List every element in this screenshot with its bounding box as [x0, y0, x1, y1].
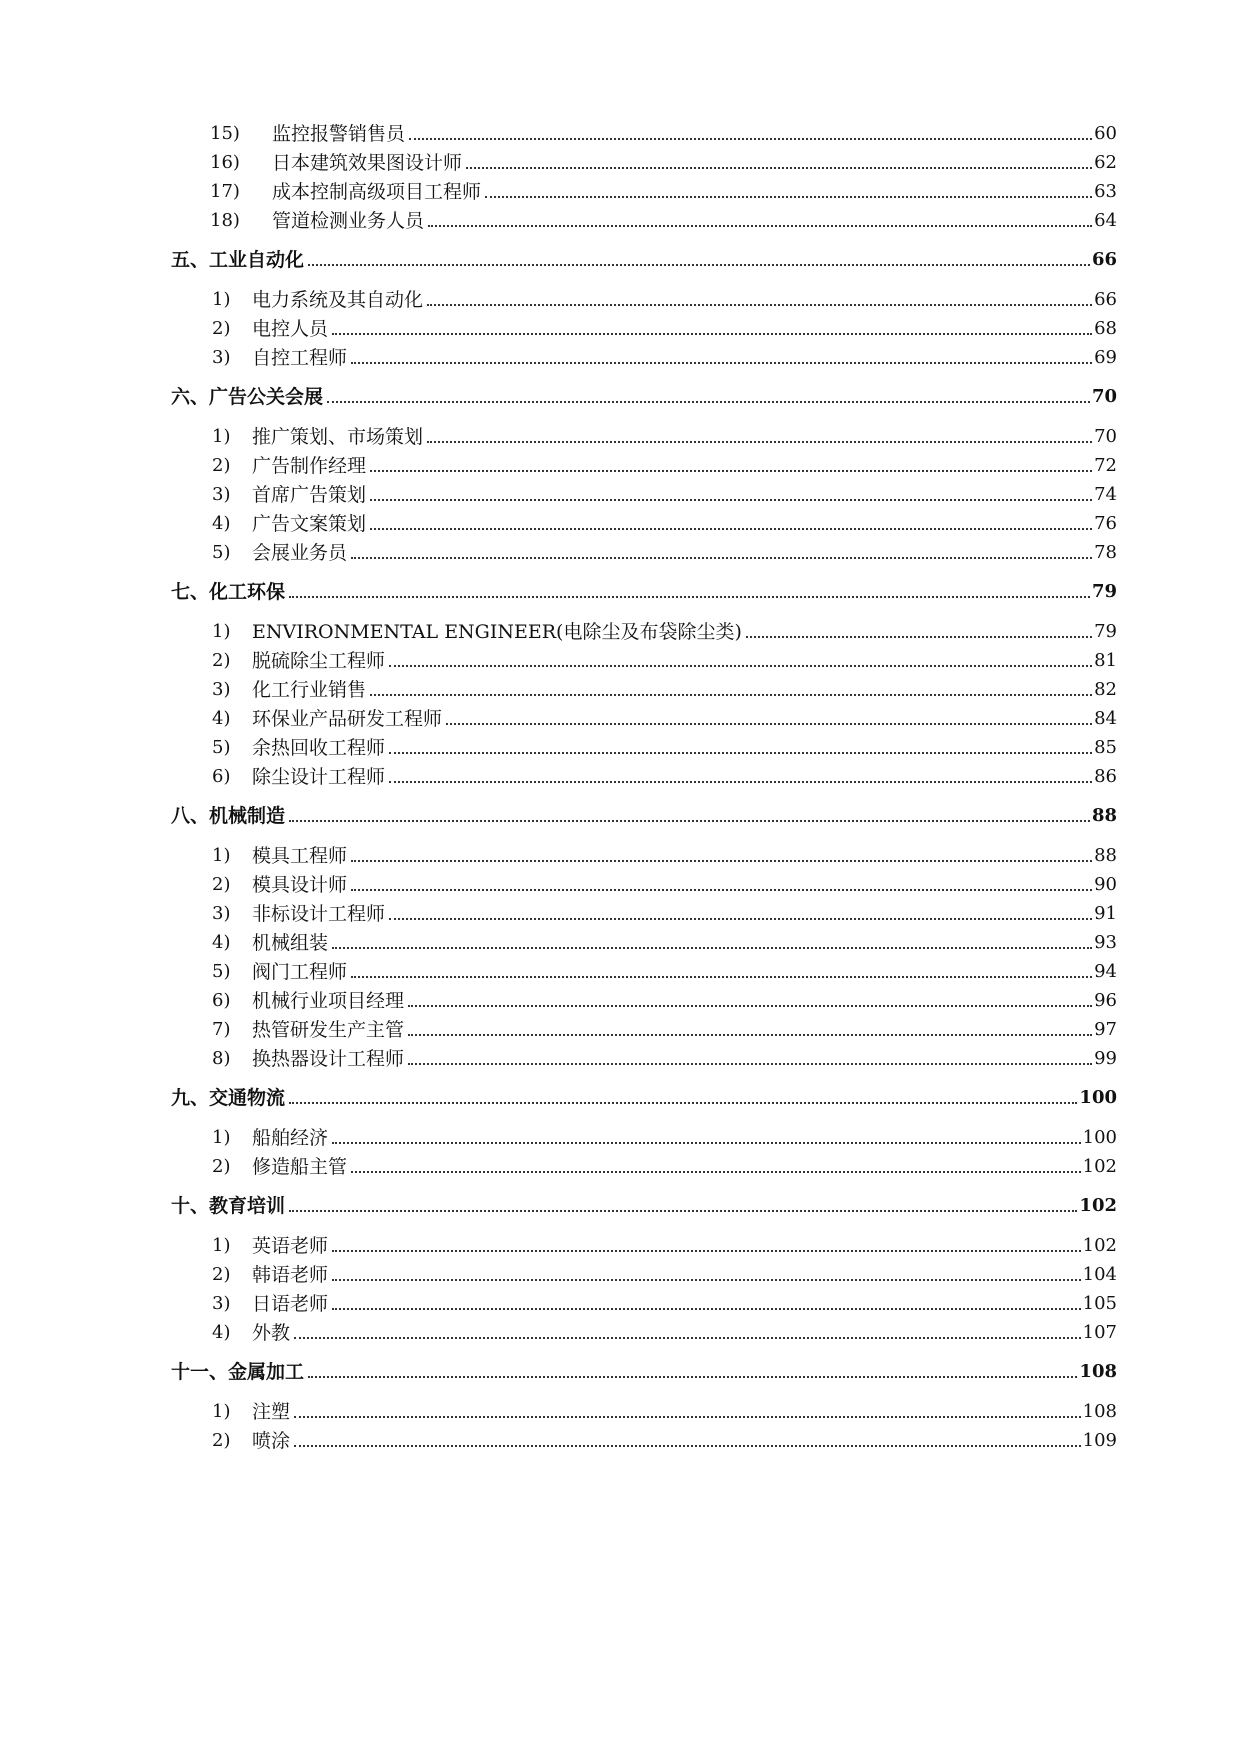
dot-leader	[294, 1445, 1081, 1447]
toc-item-number: 2)	[212, 1156, 231, 1177]
toc-item-title: 模具设计师	[252, 874, 348, 896]
toc-item-title: 外教	[252, 1322, 291, 1344]
dot-leader	[289, 596, 1090, 598]
toc-page-number: 62	[1094, 152, 1117, 173]
dot-leader	[408, 1034, 1092, 1036]
toc-item-entry[interactable]	[190, 507, 1117, 535]
toc-item-title: ENVIRONMENTAL ENGINEER(电除尘及布袋除尘类)	[252, 621, 742, 643]
toc-item-title: 日语老师	[252, 1293, 329, 1315]
toc-item-title: 机械组装	[252, 932, 329, 954]
toc-page-number: 64	[1094, 210, 1117, 231]
toc-item-title: 机械行业项目经理	[252, 990, 405, 1012]
toc-item-entry[interactable]	[190, 731, 1117, 759]
toc-item-number: 6)	[212, 766, 231, 787]
toc-item-title: 推广策划、市场策划	[252, 426, 424, 448]
toc-item-number: 15)	[210, 123, 240, 144]
toc-item-number: 18)	[210, 210, 240, 231]
dot-leader	[370, 694, 1092, 696]
toc-item-entry[interactable]	[190, 341, 1117, 369]
toc-item-entry[interactable]	[190, 897, 1117, 925]
dot-leader	[427, 441, 1092, 443]
toc-item-title: 监控报警销售员	[272, 123, 406, 145]
toc-item-number: 1)	[212, 1401, 231, 1422]
toc-item-entry[interactable]	[190, 146, 1117, 174]
toc-item-entry[interactable]	[190, 1229, 1117, 1257]
toc-item-title: 广告文案策划	[252, 513, 367, 535]
dot-leader	[389, 752, 1092, 754]
toc-page-number: 60	[1094, 123, 1117, 144]
toc-item-title: 自控工程师	[252, 347, 348, 369]
toc-section-entry[interactable]	[171, 1081, 1117, 1109]
toc-page-number: 93	[1094, 932, 1117, 953]
toc-page-number: 70	[1094, 426, 1117, 447]
toc-section-title: 八、机械制造	[171, 805, 286, 827]
toc-page-number: 100	[1082, 1127, 1117, 1148]
toc-item-entry[interactable]	[190, 175, 1117, 203]
dot-leader	[332, 1142, 1081, 1144]
dot-leader	[408, 1005, 1092, 1007]
dot-leader	[289, 1102, 1077, 1104]
dot-leader	[351, 976, 1092, 978]
toc-item-number: 1)	[212, 426, 231, 447]
toc-item-entry[interactable]	[190, 1150, 1117, 1178]
dot-leader	[370, 499, 1092, 501]
toc-section-entry[interactable]	[171, 1355, 1117, 1383]
toc-item-title: 会展业务员	[252, 542, 348, 564]
dot-leader	[351, 1171, 1081, 1173]
toc-item-entry[interactable]	[190, 1258, 1117, 1286]
toc-page-number: 102	[1082, 1235, 1117, 1256]
toc-page-number: 66	[1091, 249, 1117, 270]
toc-item-number: 4)	[212, 708, 231, 729]
dot-leader	[389, 918, 1092, 920]
toc-item-title: 修造船主管	[252, 1156, 348, 1178]
toc-page-number: 88	[1091, 805, 1117, 826]
toc-item-entry[interactable]	[190, 839, 1117, 867]
dot-leader	[389, 665, 1092, 667]
toc-page-number: 79	[1094, 621, 1117, 642]
toc-item-entry[interactable]	[190, 204, 1117, 232]
dot-leader	[351, 362, 1092, 364]
toc-item-number: 17)	[210, 181, 240, 202]
toc-page-number: 109	[1082, 1430, 1117, 1451]
toc-section-title: 六、广告公关会展	[171, 386, 324, 408]
toc-page-number: 91	[1094, 903, 1117, 924]
toc-item-entry[interactable]	[190, 478, 1117, 506]
toc-item-entry[interactable]	[190, 644, 1117, 672]
toc-page-number: 74	[1094, 484, 1117, 505]
toc-item-title: 环保业产品研发工程师	[252, 708, 443, 730]
toc-page-number: 90	[1094, 874, 1117, 895]
toc-item-number: 3)	[212, 1293, 231, 1314]
toc-item-number: 1)	[212, 1235, 231, 1256]
toc-page-number: 105	[1082, 1293, 1117, 1314]
toc-item-title: 首席广告策划	[252, 484, 367, 506]
toc-section-title: 九、交通物流	[171, 1087, 286, 1109]
toc-section-title: 十、教育培训	[171, 1195, 286, 1217]
toc-item-entry[interactable]	[190, 926, 1117, 954]
toc-item-title: 除尘设计工程师	[252, 766, 386, 788]
toc-page-number: 68	[1094, 318, 1117, 339]
dot-leader	[746, 636, 1092, 638]
toc-item-entry[interactable]	[190, 1424, 1117, 1452]
toc-item-number: 1)	[212, 621, 231, 642]
toc-page-number: 102	[1079, 1195, 1117, 1216]
toc-item-entry[interactable]	[190, 312, 1117, 340]
toc-item-number: 3)	[212, 484, 231, 505]
toc-item-number: 2)	[212, 318, 231, 339]
toc-page-number: 82	[1094, 679, 1117, 700]
toc-item-number: 3)	[212, 903, 231, 924]
toc-item-number: 3)	[212, 347, 231, 368]
toc-page-number: 79	[1091, 581, 1117, 602]
toc-item-number: 3)	[212, 679, 231, 700]
dot-leader	[308, 264, 1090, 266]
toc-item-title: 成本控制高级项目工程师	[272, 181, 482, 203]
toc-page-number: 108	[1079, 1361, 1117, 1382]
toc-item-number: 2)	[212, 455, 231, 476]
toc-section-entry[interactable]	[171, 243, 1117, 271]
toc-item-title: 广告制作经理	[252, 455, 367, 477]
toc-item-number: 4)	[212, 932, 231, 953]
toc-page-number: 108	[1082, 1401, 1117, 1422]
toc-page-number: 102	[1082, 1156, 1117, 1177]
dot-leader	[370, 528, 1092, 530]
toc-page-number: 78	[1094, 542, 1117, 563]
dot-leader	[351, 889, 1092, 891]
toc-item-number: 16)	[210, 152, 240, 173]
toc-page-number: 63	[1094, 181, 1117, 202]
toc-item-entry[interactable]	[190, 702, 1117, 730]
toc-item-entry[interactable]	[190, 1395, 1117, 1423]
toc-section-title: 七、化工环保	[171, 581, 286, 603]
toc-item-title: 船舶经济	[252, 1127, 329, 1149]
dot-leader	[446, 723, 1092, 725]
toc-section-title: 五、工业自动化	[171, 249, 305, 271]
toc-item-title: 阀门工程师	[252, 961, 348, 983]
toc-page-number: 69	[1094, 347, 1117, 368]
toc-item-entry[interactable]	[190, 1042, 1117, 1070]
dot-leader	[332, 947, 1092, 949]
toc-item-title: 脱硫除尘工程师	[252, 650, 386, 672]
toc-item-title: 英语老师	[252, 1235, 329, 1257]
dot-leader	[485, 196, 1092, 198]
dot-leader	[351, 860, 1092, 862]
toc-item-entry[interactable]	[190, 955, 1117, 983]
dot-leader	[294, 1337, 1081, 1339]
dot-leader	[327, 401, 1090, 403]
toc-item-title: 化工行业销售	[252, 679, 367, 701]
dot-leader	[409, 138, 1092, 140]
toc-page-number: 81	[1094, 650, 1117, 671]
toc-item-entry[interactable]	[190, 760, 1117, 788]
toc-item-number: 5)	[212, 737, 231, 758]
toc-item-title: 韩语老师	[252, 1264, 329, 1286]
dot-leader	[351, 557, 1092, 559]
dot-leader	[389, 781, 1092, 783]
toc-item-number: 8)	[212, 1048, 231, 1069]
toc-item-number: 1)	[212, 845, 231, 866]
dot-leader	[370, 470, 1092, 472]
toc-item-number: 1)	[212, 1127, 231, 1148]
toc-item-entry[interactable]	[190, 536, 1117, 564]
toc-item-number: 4)	[212, 1322, 231, 1343]
toc-item-entry[interactable]	[190, 1287, 1117, 1315]
dot-leader	[332, 1250, 1081, 1252]
toc-page-number: 107	[1082, 1322, 1117, 1343]
dot-leader	[428, 225, 1092, 227]
toc-page-number: 66	[1094, 289, 1117, 310]
toc-page-number: 100	[1079, 1087, 1117, 1108]
toc-item-number: 7)	[212, 1019, 231, 1040]
toc-item-entry[interactable]	[190, 868, 1117, 896]
toc-item-number: 2)	[212, 1430, 231, 1451]
toc-section-entry[interactable]	[171, 1189, 1117, 1217]
toc-item-number: 2)	[212, 874, 231, 895]
toc-page-number: 85	[1094, 737, 1117, 758]
toc-item-title: 模具工程师	[252, 845, 348, 867]
toc-page-number: 96	[1094, 990, 1117, 1011]
toc-page-number: 94	[1094, 961, 1117, 982]
toc-item-title: 换热器设计工程师	[252, 1048, 405, 1070]
toc-page-number: 84	[1094, 708, 1117, 729]
toc-item-number: 4)	[212, 513, 231, 534]
toc-page-number: 97	[1094, 1019, 1117, 1040]
toc-item-entry[interactable]	[190, 1316, 1117, 1344]
toc-item-number: 2)	[212, 650, 231, 671]
dot-leader	[408, 1063, 1092, 1065]
toc-item-number: 1)	[212, 289, 231, 310]
toc-item-entry[interactable]	[190, 283, 1117, 311]
dot-leader	[427, 304, 1092, 306]
toc-page-number: 70	[1091, 386, 1117, 407]
toc-item-entry[interactable]	[190, 1013, 1117, 1041]
dot-leader	[466, 167, 1092, 169]
toc-item-title: 管道检测业务人员	[272, 210, 425, 232]
dot-leader	[294, 1416, 1081, 1418]
dot-leader	[289, 820, 1090, 822]
toc-page-number: 88	[1094, 845, 1117, 866]
dot-leader	[332, 333, 1092, 335]
toc-section-entry[interactable]	[171, 799, 1117, 827]
toc-item-title: 日本建筑效果图设计师	[272, 152, 463, 174]
toc-page-number: 99	[1094, 1048, 1117, 1069]
dot-leader	[332, 1308, 1081, 1310]
toc-item-title: 非标设计工程师	[252, 903, 386, 925]
toc-section-entry[interactable]	[171, 575, 1117, 603]
toc-item-number: 6)	[212, 990, 231, 1011]
toc-item-entry[interactable]	[190, 420, 1117, 448]
toc-section-title: 十一、金属加工	[171, 1361, 305, 1383]
toc-item-entry[interactable]	[190, 615, 1117, 643]
toc-item-entry[interactable]	[190, 984, 1117, 1012]
toc-item-entry[interactable]	[190, 673, 1117, 701]
toc-item-title: 电力系统及其自动化	[252, 289, 424, 311]
dot-leader	[332, 1279, 1081, 1281]
toc-page-number: 76	[1094, 513, 1117, 534]
toc-item-number: 5)	[212, 542, 231, 563]
toc-item-number: 5)	[212, 961, 231, 982]
toc-page-number: 86	[1094, 766, 1117, 787]
toc-item-title: 热管研发生产主管	[252, 1019, 405, 1041]
toc-item-title: 余热回收工程师	[252, 737, 386, 759]
toc-item-title: 喷涂	[252, 1430, 291, 1452]
toc-page-number: 104	[1082, 1264, 1117, 1285]
toc-item-entry[interactable]	[190, 449, 1117, 477]
toc-section-entry[interactable]	[171, 380, 1117, 408]
toc-page-number: 72	[1094, 455, 1117, 476]
dot-leader	[308, 1376, 1077, 1378]
toc-item-title: 注塑	[252, 1401, 291, 1423]
toc-item-title: 电控人员	[252, 318, 329, 340]
toc-item-entry[interactable]	[190, 1121, 1117, 1149]
toc-item-entry[interactable]	[190, 117, 1117, 145]
toc-item-number: 2)	[212, 1264, 231, 1285]
dot-leader	[289, 1210, 1077, 1212]
